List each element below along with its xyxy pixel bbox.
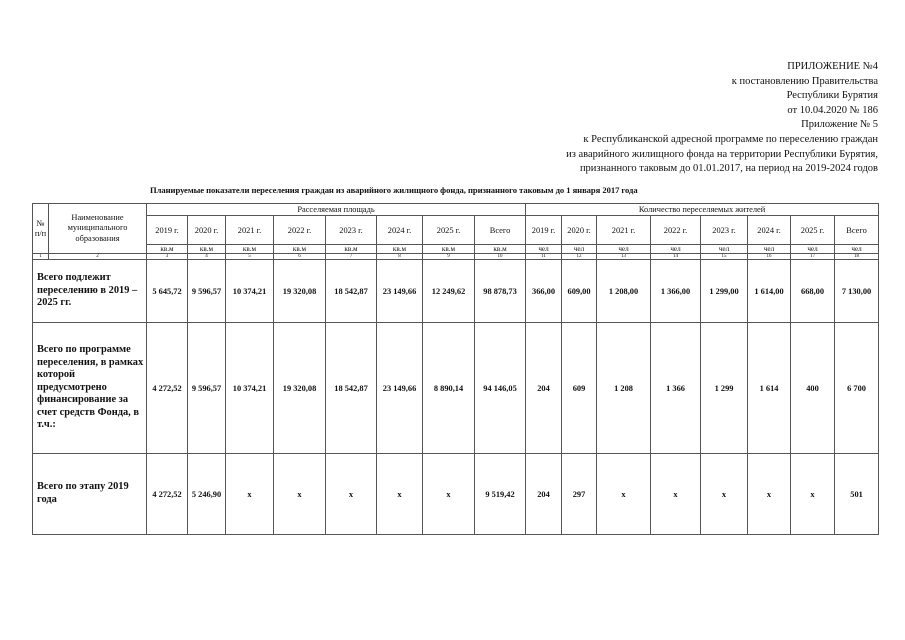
year-header: 2021 г.	[226, 216, 274, 245]
column-number: 16	[748, 254, 791, 260]
table-row	[33, 323, 879, 454]
unit-header: кв.м	[377, 245, 423, 254]
year-header-row	[33, 216, 879, 245]
group-header-area: Расселяемая площадь	[147, 204, 526, 216]
year-header: 2024 г.	[748, 216, 791, 245]
year-header: 2021 г.	[597, 216, 651, 245]
table-cell: 1 208	[597, 323, 651, 454]
column-number: 9	[423, 254, 475, 260]
column-number: 5	[226, 254, 274, 260]
row-name: Всего по программе переселения, в рамках которой предусмотрено финансирование за счет средств Фонда, в т.ч.:	[33, 323, 147, 454]
row-name: Всего подлежит переселению в 2019 – 2025 гг.	[33, 260, 147, 323]
table-cell: 23 149,66	[377, 323, 423, 454]
year-header: 2023 г.	[326, 216, 377, 245]
table-cell: 4 272,52	[147, 323, 188, 454]
year-header: 2020 г.	[188, 216, 226, 245]
table-cell: 668,00	[791, 260, 835, 323]
year-header: 2019 г.	[526, 216, 562, 245]
year-header: 2023 г.	[701, 216, 748, 245]
year-header: 2024 г.	[377, 216, 423, 245]
table-cell: 5 246,90	[188, 454, 226, 535]
unit-header: чел	[597, 245, 651, 254]
column-number: 15	[701, 254, 748, 260]
row-name: Всего по этапу 2019 года	[33, 454, 147, 535]
appendix-header-line: к постановлению Правительства	[731, 75, 878, 87]
table-cell: x	[423, 454, 475, 535]
table-cell: 7 130,00	[835, 260, 879, 323]
unit-header: чел	[791, 245, 835, 254]
unit-header: кв.м	[226, 245, 274, 254]
column-header-municipality: Наименование муниципального образования	[49, 204, 147, 254]
year-header: 2025 г.	[423, 216, 475, 245]
table-cell: 23 149,66	[377, 260, 423, 323]
table-cell: x	[651, 454, 701, 535]
column-number: 7	[326, 254, 377, 260]
column-number: 17	[791, 254, 835, 260]
resettlement-table	[32, 203, 879, 535]
column-number: 3	[147, 254, 188, 260]
year-header: 2022 г.	[651, 216, 701, 245]
appendix-header	[566, 60, 878, 177]
table-cell: 9 596,57	[188, 260, 226, 323]
unit-header: кв.м	[188, 245, 226, 254]
unit-header: кв.м	[147, 245, 188, 254]
table-cell: 10 374,21	[226, 323, 274, 454]
table-cell: x	[274, 454, 326, 535]
column-number: 4	[188, 254, 226, 260]
appendix-header-line: признанного таковым до 01.01.2017, на период на 2019-2024 годов	[579, 163, 878, 175]
column-number: 18	[835, 254, 879, 260]
appendix-header-line: ПРИЛОЖЕНИЕ №4	[787, 61, 878, 72]
table-cell: x	[326, 454, 377, 535]
table-cell: 98 878,73	[475, 260, 526, 323]
year-header: 2022 г.	[274, 216, 326, 245]
column-number: 6	[274, 254, 326, 260]
unit-header: кв.м	[475, 245, 526, 254]
table-row	[33, 260, 879, 323]
table-cell: 297	[562, 454, 597, 535]
table-cell: 1 208,00	[597, 260, 651, 323]
column-number: 12	[562, 254, 597, 260]
year-header: 2019 г.	[147, 216, 188, 245]
unit-header: кв.м	[274, 245, 326, 254]
table-cell: 18 542,87	[326, 323, 377, 454]
appendix-header-line: к Республиканской адресной программе по переселению граждан	[583, 133, 878, 145]
unit-header: кв.м	[326, 245, 377, 254]
unit-header: чел	[562, 245, 597, 254]
unit-header: чел	[526, 245, 562, 254]
table-cell: 94 146,05	[475, 323, 526, 454]
table-cell: 9 596,57	[188, 323, 226, 454]
column-number: 11	[526, 254, 562, 260]
unit-header: кв.м	[423, 245, 475, 254]
appendix-header-line: Приложение № 5	[801, 119, 878, 131]
unit-header: чел	[651, 245, 701, 254]
year-header: 2025 г.	[791, 216, 835, 245]
column-number: 1	[33, 254, 49, 260]
unit-header: чел	[835, 245, 879, 254]
table-cell: 1 366	[651, 323, 701, 454]
table-cell: 1 366,00	[651, 260, 701, 323]
unit-header: чел	[701, 245, 748, 254]
table-cell: x	[701, 454, 748, 535]
table-cell: 1 299,00	[701, 260, 748, 323]
table-cell: 12 249,62	[423, 260, 475, 323]
column-number: 10	[475, 254, 526, 260]
table-cell: 4 272,52	[147, 454, 188, 535]
year-header: Всего	[475, 216, 526, 245]
year-header: 2020 г.	[562, 216, 597, 245]
table-cell: 1 299	[701, 323, 748, 454]
column-header-number: № п/п	[33, 204, 49, 254]
table-cell: 609,00	[562, 260, 597, 323]
table-cell: x	[597, 454, 651, 535]
appendix-header-line: от 10.04.2020 № 186	[787, 104, 878, 116]
table-cell: 501	[835, 454, 879, 535]
table-cell: x	[748, 454, 791, 535]
table-cell: 609	[562, 323, 597, 454]
table-cell: x	[226, 454, 274, 535]
table-row	[33, 454, 879, 535]
year-header: Всего	[835, 216, 879, 245]
table-cell: 6 700	[835, 323, 879, 454]
table-cell: 19 320,08	[274, 260, 326, 323]
table-cell: 8 890,14	[423, 323, 475, 454]
table-cell: 400	[791, 323, 835, 454]
table-cell: 204	[526, 454, 562, 535]
table-cell: 9 519,42	[475, 454, 526, 535]
unit-header: чел	[748, 245, 791, 254]
table-cell: 1 614	[748, 323, 791, 454]
group-header-people: Количество переселяемых жителей	[526, 204, 879, 216]
table-cell: 5 645,72	[147, 260, 188, 323]
table-cell: 18 542,87	[326, 260, 377, 323]
table-cell: 1 614,00	[748, 260, 791, 323]
table-cell: 19 320,08	[274, 323, 326, 454]
column-number: 14	[651, 254, 701, 260]
unit-header-row	[33, 245, 879, 254]
appendix-header-line: из аварийного жилищного фонда на территории Республики Бурятия,	[566, 148, 878, 160]
column-number: 13	[597, 254, 651, 260]
table-cell: 366,00	[526, 260, 562, 323]
appendix-header-line: Республики Бурятия	[786, 90, 878, 102]
table-cell: 10 374,21	[226, 260, 274, 323]
table-cell: 204	[526, 323, 562, 454]
table-cell: x	[377, 454, 423, 535]
table-cell: x	[791, 454, 835, 535]
column-number: 8	[377, 254, 423, 260]
column-number: 2	[49, 254, 147, 260]
document-title: Планируемые показатели переселения граждан из аварийного жилищного фонда, признанного таковым до 1 января 2017 года	[150, 185, 638, 195]
